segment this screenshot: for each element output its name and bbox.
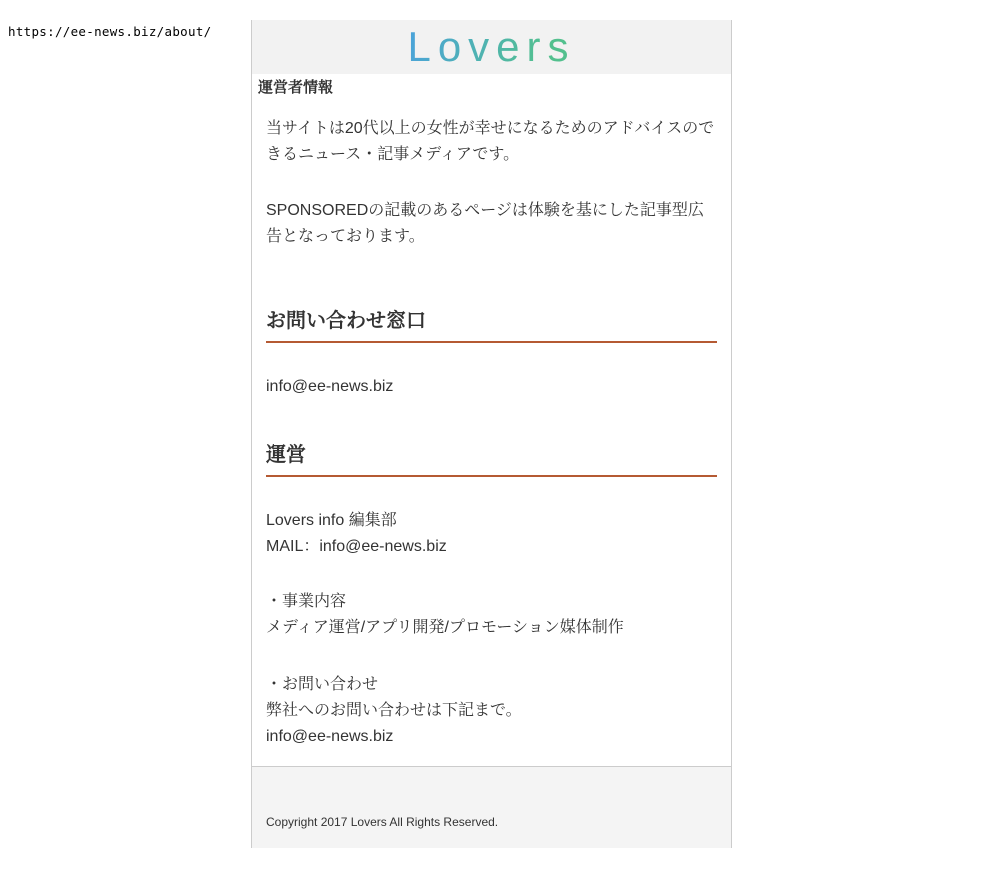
operation-inquiry-block bbox=[266, 672, 717, 750]
contact-email: info@ee-news.biz bbox=[266, 378, 394, 395]
operation-business-block bbox=[266, 589, 717, 641]
site-logo[interactable]: Lovers bbox=[407, 20, 575, 74]
operation-team-block bbox=[266, 508, 717, 560]
about-article bbox=[252, 74, 731, 766]
intro-paragraph-2: SPONSOREDの記載のあるページは体験を基にした記事型広告となっております。 bbox=[266, 202, 704, 245]
site-footer bbox=[252, 766, 731, 848]
operation-mail-line: MAIL：info@ee-news.biz bbox=[266, 538, 447, 555]
inquiry-email: info@ee-news.biz bbox=[266, 728, 394, 745]
intro-paragraph-1: 当サイトは20代以上の女性が幸せになるためのアドバイスのできるニュース・記事メディアです。 bbox=[266, 120, 715, 163]
operation-section-heading: 運営 bbox=[266, 441, 717, 477]
site-header bbox=[252, 20, 731, 74]
business-label: ・事業内容 bbox=[266, 593, 347, 610]
business-detail: メディア運営/アプリ開発/プロモーション媒体制作 bbox=[266, 619, 624, 636]
page-title: 運営者情報 bbox=[258, 79, 334, 96]
inquiry-label: ・お問い合わせ bbox=[266, 676, 379, 693]
inquiry-text: 弊社へのお問い合わせは下記まで。 bbox=[266, 702, 522, 719]
page-container bbox=[251, 20, 732, 848]
copyright-text: Copyright 2017 Lovers All Rights Reserved. bbox=[266, 815, 499, 829]
operation-team-line: Lovers info 編集部 bbox=[266, 512, 397, 529]
page-url-text: https://ee-news.biz/about/ bbox=[8, 24, 212, 39]
contact-section-heading: お問い合わせ窓口 bbox=[266, 307, 717, 343]
